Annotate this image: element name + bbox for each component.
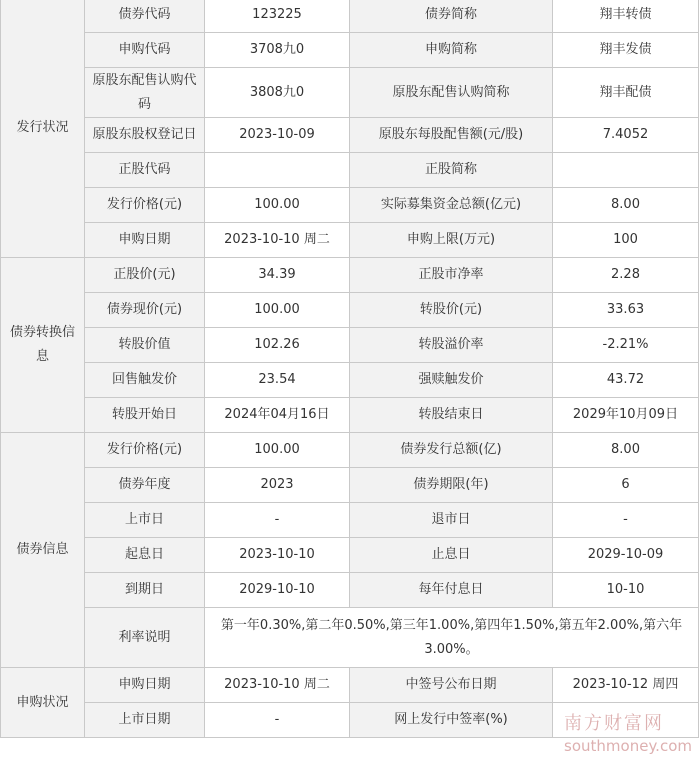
field-label: 债券现价(元) xyxy=(85,293,205,328)
field-label: 发行价格(元) xyxy=(85,188,205,223)
field-label: 债券期限(年) xyxy=(350,468,553,503)
field-value xyxy=(553,153,699,188)
field-value: 8.00 xyxy=(553,188,699,223)
section-label: 发行状况 xyxy=(1,0,85,258)
field-label: 申购上限(万元) xyxy=(350,223,553,258)
table-row xyxy=(1,503,699,538)
field-value: - xyxy=(205,503,350,538)
field-label: 正股代码 xyxy=(85,153,205,188)
field-label: 债券年度 xyxy=(85,468,205,503)
field-label: 原股东股权登记日 xyxy=(85,118,205,153)
field-value: 2029-10-10 xyxy=(205,573,350,608)
field-label: 申购代码 xyxy=(85,33,205,68)
field-label: 正股价(元) xyxy=(85,258,205,293)
table-row xyxy=(1,153,699,188)
field-label: 债券代码 xyxy=(85,0,205,33)
bond-info-body xyxy=(1,0,699,738)
field-label: 转股价值 xyxy=(85,328,205,363)
section-label: 债券转换信息 xyxy=(1,258,85,433)
field-label: 原股东每股配售额(元/股) xyxy=(350,118,553,153)
field-label: 债券简称 xyxy=(350,0,553,33)
field-value: 2029-10-09 xyxy=(553,538,699,573)
field-label: 起息日 xyxy=(85,538,205,573)
field-value: 34.39 xyxy=(205,258,350,293)
field-value: 100.00 xyxy=(205,293,350,328)
table-row xyxy=(1,468,699,503)
table-row xyxy=(1,703,699,738)
field-value: 3708九0 xyxy=(205,33,350,68)
field-label: 申购简称 xyxy=(350,33,553,68)
field-value: 7.4052 xyxy=(553,118,699,153)
field-value: 3808九0 xyxy=(205,68,350,118)
field-value: 43.72 xyxy=(553,363,699,398)
field-value: 2023-10-09 xyxy=(205,118,350,153)
field-label: 上市日期 xyxy=(85,703,205,738)
field-label: 每年付息日 xyxy=(350,573,553,608)
field-value: - xyxy=(205,703,350,738)
table-row xyxy=(1,188,699,223)
table-row xyxy=(1,538,699,573)
field-value: 翔丰配债 xyxy=(553,68,699,118)
field-label: 转股价(元) xyxy=(350,293,553,328)
field-label: 上市日 xyxy=(85,503,205,538)
field-value: 100.00 xyxy=(205,433,350,468)
field-value: 第一年0.30%,第二年0.50%,第三年1.00%,第四年1.50%,第五年2.00%,第六年3.00%。 xyxy=(205,608,699,668)
field-label: 原股东配售认购简称 xyxy=(350,68,553,118)
table-row xyxy=(1,33,699,68)
field-value: 2024年04月16日 xyxy=(205,398,350,433)
field-label: 回售触发价 xyxy=(85,363,205,398)
field-value xyxy=(205,153,350,188)
field-value: 23.54 xyxy=(205,363,350,398)
field-value: 2023-10-12 周四 xyxy=(553,668,699,703)
table-row xyxy=(1,118,699,153)
field-value: 33.63 xyxy=(553,293,699,328)
table-row xyxy=(1,328,699,363)
field-value: 123225 xyxy=(205,0,350,33)
table-row xyxy=(1,363,699,398)
field-value: 翔丰转债 xyxy=(553,0,699,33)
field-value: 2023-10-10 xyxy=(205,538,350,573)
field-value: 8.00 xyxy=(553,433,699,468)
field-label: 中签号公布日期 xyxy=(350,668,553,703)
table-row xyxy=(1,608,699,668)
watermark-cn: 南方财富网 xyxy=(564,713,665,734)
table-row xyxy=(1,258,699,293)
field-value xyxy=(553,703,699,738)
field-label: 债券发行总额(亿) xyxy=(350,433,553,468)
table-row xyxy=(1,293,699,328)
field-value: 2023-10-10 周二 xyxy=(205,668,350,703)
table-row xyxy=(1,573,699,608)
field-label: 发行价格(元) xyxy=(85,433,205,468)
field-label: 转股溢价率 xyxy=(350,328,553,363)
field-label: 到期日 xyxy=(85,573,205,608)
field-label: 强赎触发价 xyxy=(350,363,553,398)
field-label: 网上发行中签率(%) xyxy=(350,703,553,738)
field-value: 100 xyxy=(553,223,699,258)
field-value: - xyxy=(553,503,699,538)
field-label: 转股开始日 xyxy=(85,398,205,433)
field-label: 利率说明 xyxy=(85,608,205,668)
field-label: 实际募集资金总额(亿元) xyxy=(350,188,553,223)
section-label: 债券信息 xyxy=(1,433,85,668)
table-row xyxy=(1,68,699,118)
section-label: 申购状况 xyxy=(1,668,85,738)
field-value: -2.21% xyxy=(553,328,699,363)
table-row xyxy=(1,668,699,703)
field-label: 正股市净率 xyxy=(350,258,553,293)
field-label: 转股结束日 xyxy=(350,398,553,433)
field-value: 6 xyxy=(553,468,699,503)
field-label: 申购日期 xyxy=(85,223,205,258)
field-label: 原股东配售认购代码 xyxy=(85,68,205,118)
field-value: 翔丰发债 xyxy=(553,33,699,68)
field-value: 10-10 xyxy=(553,573,699,608)
table-row xyxy=(1,398,699,433)
field-value: 102.26 xyxy=(205,328,350,363)
field-value: 2.28 xyxy=(553,258,699,293)
field-value: 2023 xyxy=(205,468,350,503)
field-label: 退市日 xyxy=(350,503,553,538)
table-row xyxy=(1,433,699,468)
field-label: 止息日 xyxy=(350,538,553,573)
field-value: 2023-10-10 周二 xyxy=(205,223,350,258)
table-row xyxy=(1,223,699,258)
field-label: 正股简称 xyxy=(350,153,553,188)
field-value: 2029年10月09日 xyxy=(553,398,699,433)
table-row xyxy=(1,0,699,33)
watermark-en: southmoney.com xyxy=(564,737,692,755)
field-value: 100.00 xyxy=(205,188,350,223)
field-label: 申购日期 xyxy=(85,668,205,703)
